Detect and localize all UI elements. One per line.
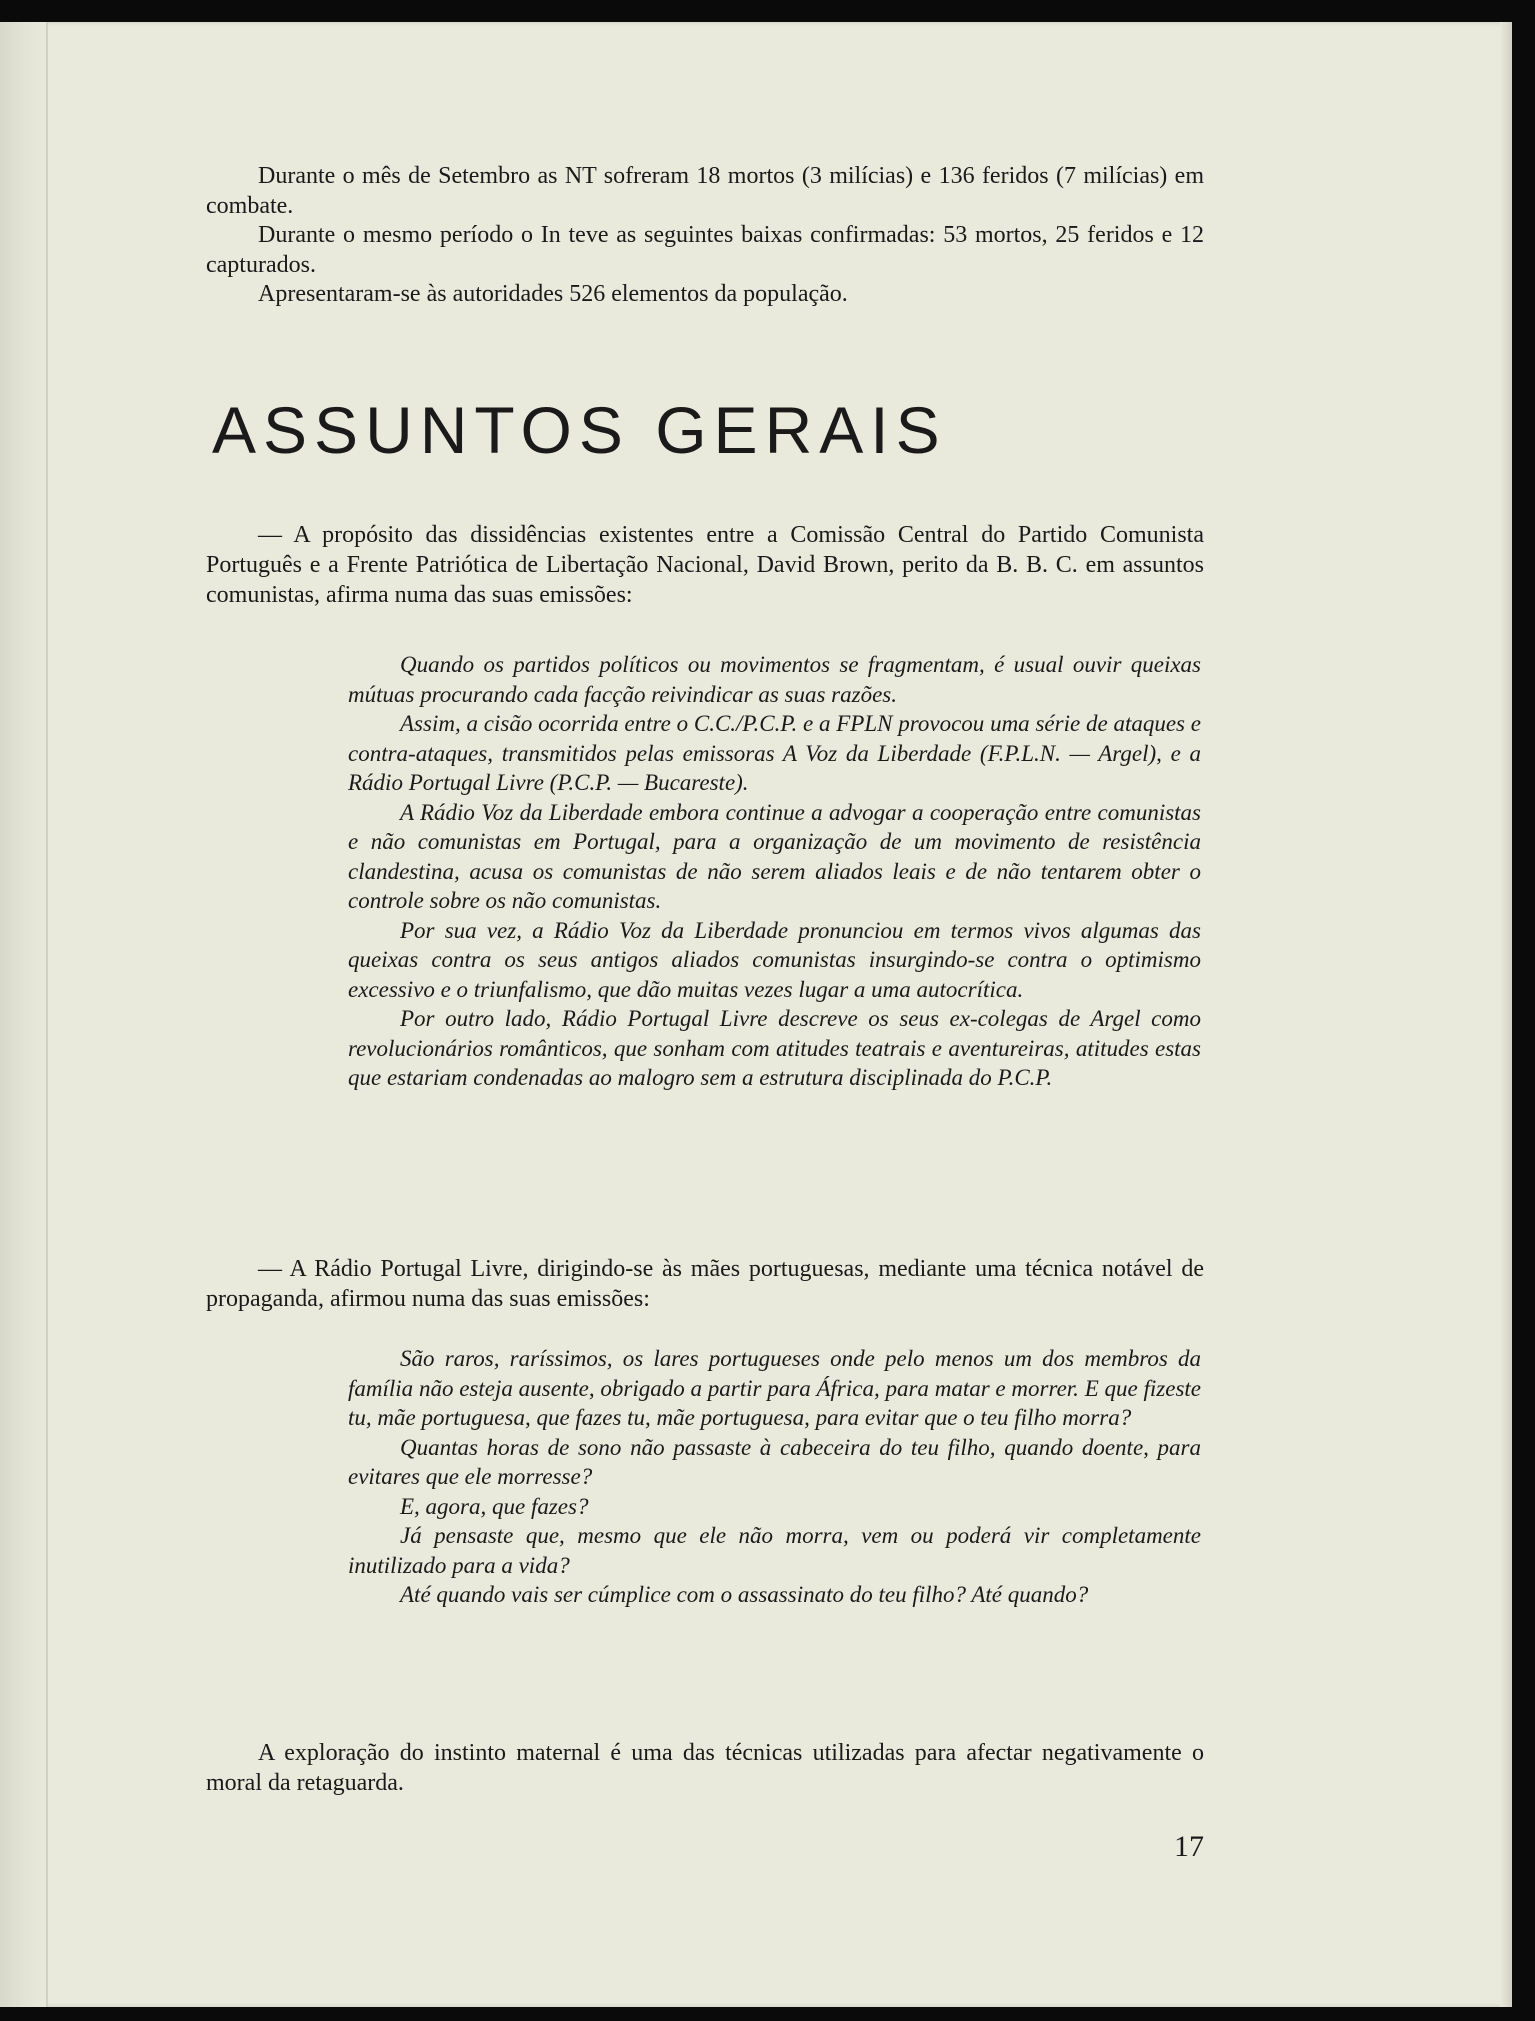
binding-edge	[0, 22, 48, 2007]
section2-quote	[348, 1344, 1201, 1610]
quote2-paragraph: Até quando vais ser cúmplice com o assassinato do teu filho? Até quando?	[400, 1582, 1089, 1607]
quote1-paragraph: A Rádio Voz da Liberdade embora continue a advogar a cooperação entre comunistas e não comunistas em Portugal, para a organização de um movimento de resistência clandestina, acusa os comunistas de não serem aliados leais e de não tentarem obter o controle sobre os não comunistas.	[348, 799, 1201, 913]
page-number: 17	[1174, 1830, 1204, 1863]
binding-fold-line	[46, 22, 48, 2007]
section1-intro: — A propósito das dissidências existentes entre a Comissão Central do Partido Comunista Português e a Frente Patriótica de Libertação Nacional, David Brown, perito da B. B. C. em assuntos comunistas, afirma numa das suas emissões:	[206, 522, 1204, 608]
page-right-edge	[1500, 22, 1512, 2007]
quote2-paragraph: E, agora, que fazes?	[400, 1493, 589, 1519]
quote2-paragraph: Quantas horas de sono não passaste à cabeceira do teu filho, quando doente, para evitares que ele morresse?	[348, 1434, 1201, 1489]
quote2-paragraph: São raros, raríssimos, os lares portugueses onde pelo menos um dos membros da família não esteja ausente, obrigado a partir para África, para matar e morrer. E que fizeste tu, mãe portuguesa, que fazes tu, mãe portuguesa, para evitar que o teu filho morra?	[348, 1346, 1201, 1430]
closing-paragraph: A exploração do instinto maternal é uma das técnicas utilizadas para afectar negativamente o moral da retaguarda.	[206, 1740, 1204, 1796]
quote1-paragraph: Assim, a cisão ocorrida entre o C.C./P.C.P. e a FPLN provocou uma série de ataques e contra-ataques, transmitidos pelas emissoras A Voz da Liberdade (F.P.L.N. — Argel), e a Rádio Portugal Livre (P.C.P. — Bucareste).	[348, 711, 1201, 795]
quote1-paragraph: Por sua vez, a Rádio Voz da Liberdade pronunciou em termos vivos algumas das queixas contra os seus antigos aliados comunistas insurgindo-se contra o optimismo excessivo e o triunfalismo, que dão muitas vezes lugar a uma autocrítica.	[348, 917, 1201, 1002]
quote2-paragraph: Já pensaste que, mesmo que ele não morra, vem ou poderá vir completamente inutilizado para a vida?	[348, 1523, 1201, 1578]
paragraph-nt-casualties: Durante o mês de Setembro as NT sofreram 18 mortos (3 milícias) e 136 feridos (7 milícias) em combate.	[206, 163, 1204, 219]
quote1-paragraph: Por outro lado, Rádio Portugal Livre descreve os seus ex-colegas de Argel como revolucionários românticos, que sonham com atitudes teatrais e aventureiras, atitudes estas que estariam condenadas ao malogro sem a estrutura disciplinada do P.C.P.	[348, 1006, 1201, 1090]
section-heading: ASSUNTOS GERAIS	[212, 393, 947, 467]
paragraph-in-casualties: Durante o mesmo período o In teve as seguintes baixas confirmadas: 53 mortos, 25 feridos e 12 capturados.	[206, 222, 1204, 278]
quote1-paragraph: Quando os partidos políticos ou movimentos se fragmentam, é usual ouvir queixas mútuas procurando cada facção reivindicar as suas razões.	[348, 652, 1201, 707]
document-page	[0, 22, 1512, 2007]
section1-quote	[348, 650, 1201, 1093]
casualty-report	[206, 162, 1204, 310]
paragraph-population: Apresentaram-se às autoridades 526 elementos da população.	[258, 281, 848, 307]
section2-intro: — A Rádio Portugal Livre, dirigindo-se às mães portuguesas, mediante uma técnica notável de propaganda, afirmou numa das suas emissões:	[206, 1256, 1204, 1312]
